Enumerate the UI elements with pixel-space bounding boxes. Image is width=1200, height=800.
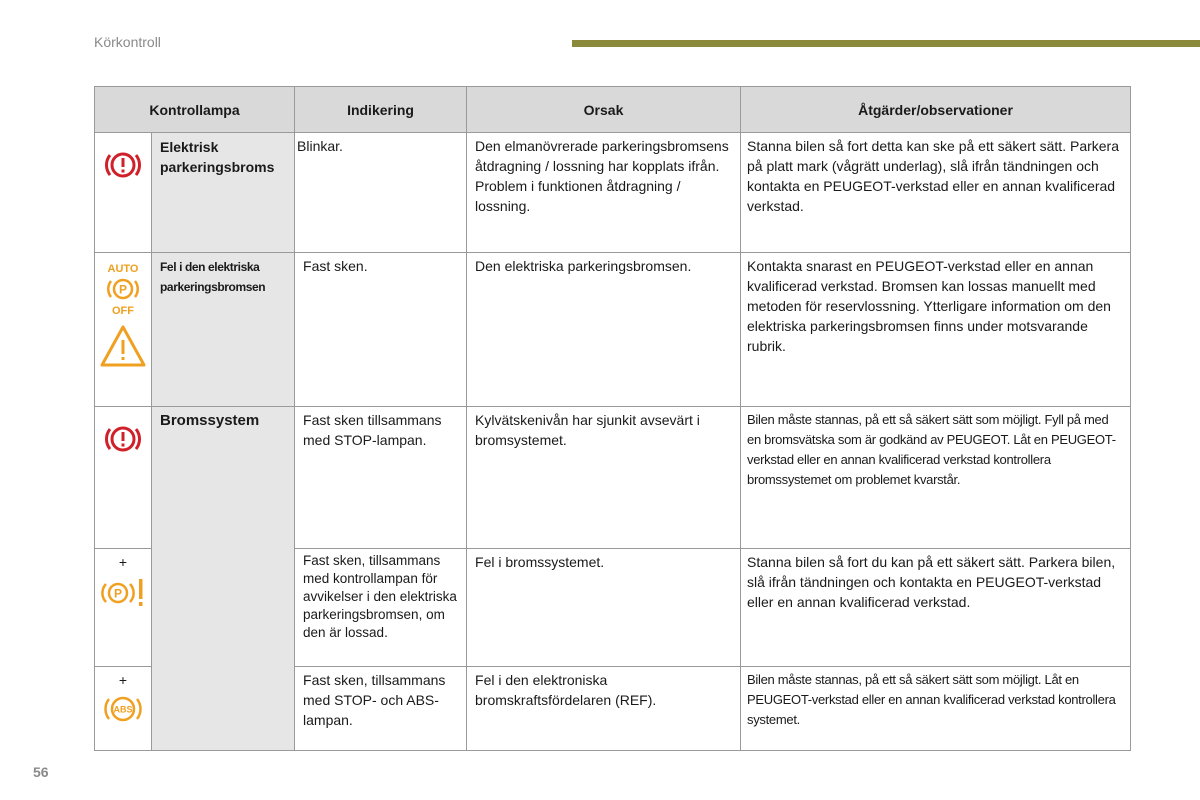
- column-header: Åtgärder/observationer: [741, 87, 1131, 133]
- brake-warning-icon: [95, 419, 151, 459]
- table-header-row: [95, 87, 1131, 133]
- table-row: [95, 407, 1131, 549]
- cause-text: Den elektriska parkeringsbromsen.: [467, 253, 741, 407]
- action-text: Stanna bilen så fort detta kan ske på ett säkert sätt. Parkera på platt mark (vågrätt underlag), slå ifrån tändningen och kontakta en PEUGEOT-verkstad eller en annan kvalificerad verkstad.: [741, 133, 1131, 253]
- accent-bar: [572, 40, 1200, 47]
- table-row: [95, 133, 1131, 253]
- action-text: Bilen måste stannas, på ett så säkert sätt som möjligt. Fyll på med en bromsvätska som är godkänd av PEUGEOT. Låt en PEUGEOT-verkstad eller en annan kvalificerad verkstad kontrollera bromssystemet om problemet kvarstår.: [741, 407, 1131, 549]
- icon-cell: [95, 133, 152, 253]
- column-header: Kontrollampa: [95, 87, 295, 133]
- warning-triangle-icon: [95, 323, 151, 369]
- abs-label: ABS: [113, 704, 133, 715]
- abs-warning-icon: [95, 689, 151, 729]
- indication-text: Fast sken tillsammans med STOP-lampan.: [295, 407, 467, 549]
- table-row: [95, 253, 1131, 407]
- parking-brake-fault-icon: [95, 261, 151, 317]
- section-title: Körkontroll: [94, 34, 161, 50]
- icon-cell: [95, 407, 152, 549]
- indication-text: Blinkar.: [295, 133, 467, 253]
- action-text: Stanna bilen så fort du kan på ett säkert sätt. Parkera bilen, slå ifrån tändningen och kontakta en PEUGEOT-verkstad eller en annan kvalificerad verkstad.: [741, 549, 1131, 667]
- cause-text: Kylvätskenivån har sjunkit avsevärt i bromsystemet.: [467, 407, 741, 549]
- column-header: Indikering: [295, 87, 467, 133]
- page-number: 56: [33, 764, 49, 780]
- plus-sign: +: [118, 672, 128, 688]
- column-header: Orsak: [467, 87, 741, 133]
- cause-text: Fel i bromssystemet.: [467, 549, 741, 667]
- auto-label: AUTO: [107, 263, 139, 275]
- action-text: Bilen måste stannas, på ett så säkert sätt som möjligt. Låt en PEUGEOT-verkstad eller en annan kvalificerad verkstad kontrollera systemet.: [741, 667, 1131, 751]
- plus-sign: +: [118, 554, 128, 570]
- parking-brake-fault-icon: [95, 575, 151, 611]
- lamp-name: Elektrisk parkeringsbroms: [152, 133, 295, 253]
- p-label: P: [118, 282, 128, 297]
- cause-text: Fel i den elektroniska bromskraftsfördelaren (REF).: [467, 667, 741, 751]
- action-text: Kontakta snarast en PEUGEOT-verkstad eller en annan kvalificerad verkstad. Bromsen kan lossas manuellt med metoden för reservlossning. Ytterligare information om den elektriska parkeringsbromsen finns under motsvarande rubrik.: [741, 253, 1131, 407]
- lamp-name: Fel i den elektriska parkeringsbromsen: [152, 253, 295, 407]
- indication-text: Fast sken, tillsammans med STOP- och ABS-lampan.: [295, 667, 467, 751]
- icon-cell: [95, 667, 152, 751]
- lamp-name: Bromssystem: [152, 407, 295, 751]
- warning-lamp-table: [94, 86, 1131, 751]
- brake-warning-icon: [95, 145, 151, 185]
- indication-text: Fast sken, tillsammans med kontrollampan för avvikelser i den elektriska parkeringsbromsen, om den är lossad.: [295, 549, 467, 667]
- indication-text: Fast sken.: [295, 253, 467, 407]
- p-label: P: [113, 586, 123, 601]
- icon-cell: [95, 253, 152, 407]
- off-label: OFF: [112, 305, 134, 317]
- cause-text: Den elmanövrerade parkeringsbromsens åtdragning / lossning har kopplats ifrån. Problem i funktionen åtdragning / lossning.: [467, 133, 741, 253]
- icon-cell: [95, 549, 152, 667]
